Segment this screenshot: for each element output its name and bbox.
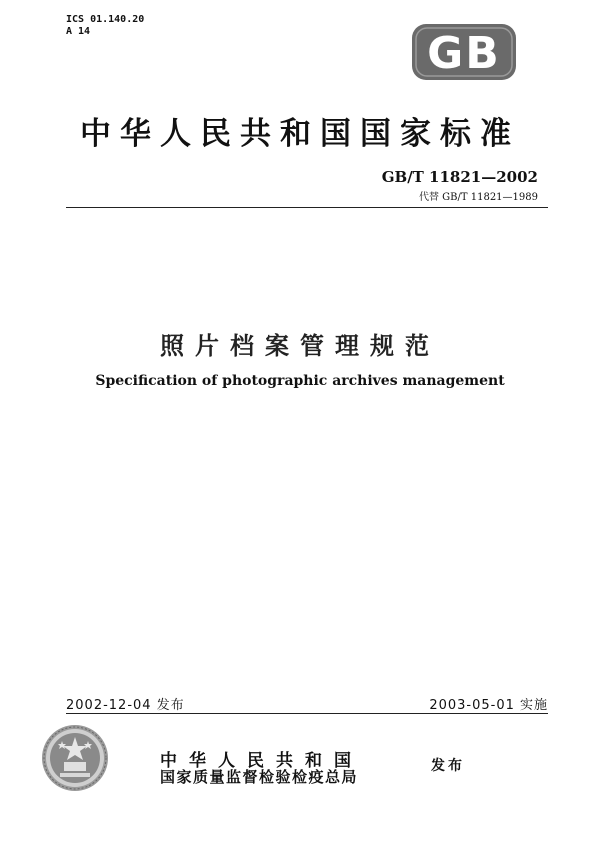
chinese-title: 照片档案管理规范 [160, 332, 440, 360]
english-title: Specification of photographic archives management [95, 373, 505, 389]
standard-code-block [382, 168, 538, 203]
issue-date: 2002-12-04 发布 [66, 698, 185, 713]
ics-code: ICS 01.140.20 [66, 14, 145, 25]
implementation-date: 2003-05-01 实施 [429, 698, 548, 713]
classification-block [66, 14, 144, 38]
ccs-code: A 14 [66, 26, 91, 37]
top-divider [66, 207, 548, 208]
gb-logo [410, 22, 518, 82]
gb-logo-text: GB [427, 28, 501, 79]
issue-action: 发布 [431, 758, 465, 774]
national-emblem-seal [40, 723, 110, 793]
bottom-divider [66, 713, 548, 714]
issuer-line-2: 国家质量监督检验检疫总局 [160, 768, 359, 786]
standard-number: GB/T 11821—2002 [381, 168, 538, 186]
issuer-line-1: 中华人民共和国 [160, 751, 363, 771]
national-standard-heading: 中华人民共和国国家标准 [80, 116, 520, 152]
replaces-note: 代替 GB/T 11821—1989 [419, 192, 538, 203]
